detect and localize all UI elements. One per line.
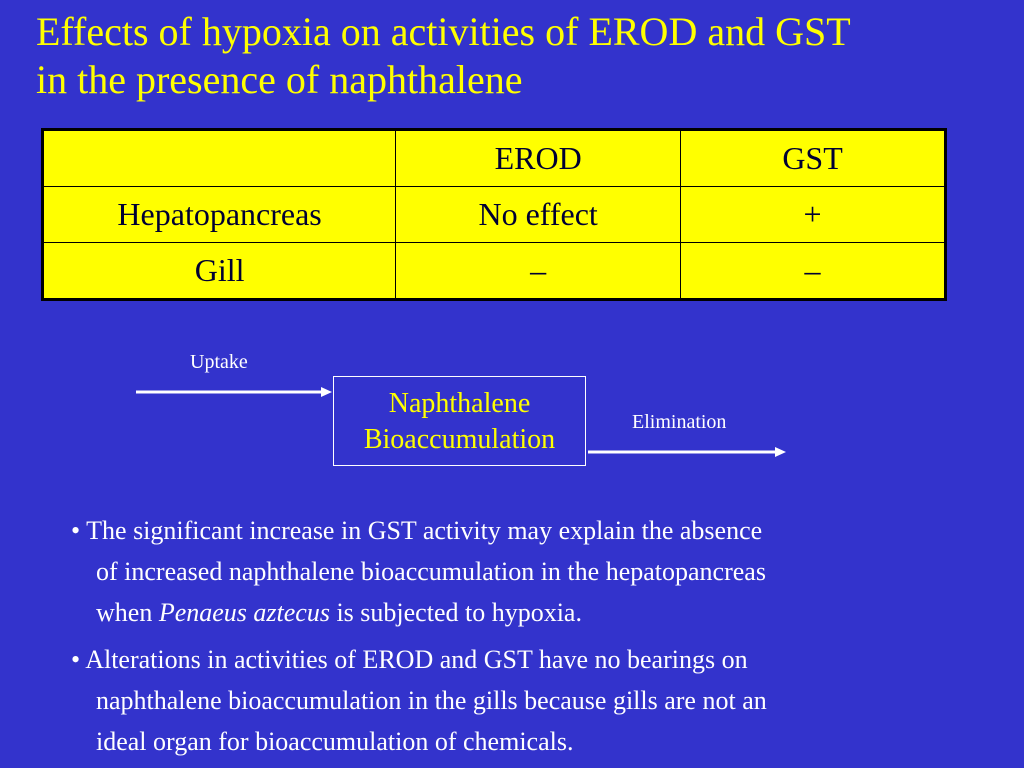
bullet-1-line-3-post: is subjected to hypoxia. — [329, 598, 582, 627]
bullet-2-line-2: naphthalene bioaccumulation in the gills because gills are not an — [96, 686, 767, 715]
row-label-gill: Gill — [43, 243, 396, 300]
bullet-item — [71, 510, 1001, 633]
slide-title — [36, 8, 996, 104]
title-line-1: Effects of hypoxia on activities of EROD and GST — [36, 9, 851, 54]
uptake-label: Uptake — [190, 351, 248, 373]
table-row — [43, 187, 946, 243]
table-header-row — [43, 130, 946, 187]
box-line-2: Bioaccumulation — [363, 424, 556, 455]
bullet-1-line-1: The significant increase in GST activity may explain the absence — [86, 516, 763, 545]
bullet-list — [71, 510, 1001, 768]
bullet-item — [71, 639, 1001, 762]
header-cell-erod: EROD — [396, 130, 681, 187]
uptake-arrow-icon — [134, 385, 334, 399]
elimination-label: Elimination — [632, 411, 727, 433]
cell-gill-erod: – — [396, 243, 681, 300]
bullet-marker: • — [71, 516, 81, 545]
table-row — [43, 243, 946, 300]
bullet-marker: • — [71, 645, 81, 674]
cell-gill-gst: – — [681, 243, 946, 300]
row-label-hepatopancreas: Hepatopancreas — [43, 187, 396, 243]
bullet-1-line-2: of increased naphthalene bioaccumulation in the hepatopancreas — [96, 557, 766, 586]
bullet-2-line-1: Alterations in activities of EROD and GST have no bearings on — [85, 645, 748, 674]
effects-table — [41, 128, 947, 301]
elimination-arrow-icon — [588, 445, 788, 459]
header-cell-gst: GST — [681, 130, 946, 187]
bioaccumulation-box — [333, 376, 586, 466]
header-cell-empty — [43, 130, 396, 187]
box-line-1: Naphthalene — [388, 388, 531, 419]
cell-hepatopancreas-gst: + — [681, 187, 946, 243]
cell-hepatopancreas-erod: No effect — [396, 187, 681, 243]
bullet-2-line-3: ideal organ for bioaccumulation of chemicals. — [96, 727, 574, 756]
bullet-1-line-3-pre: when — [96, 598, 159, 627]
title-line-2: in the presence of naphthalene — [36, 57, 523, 102]
species-name: Penaeus aztecus — [158, 598, 330, 627]
